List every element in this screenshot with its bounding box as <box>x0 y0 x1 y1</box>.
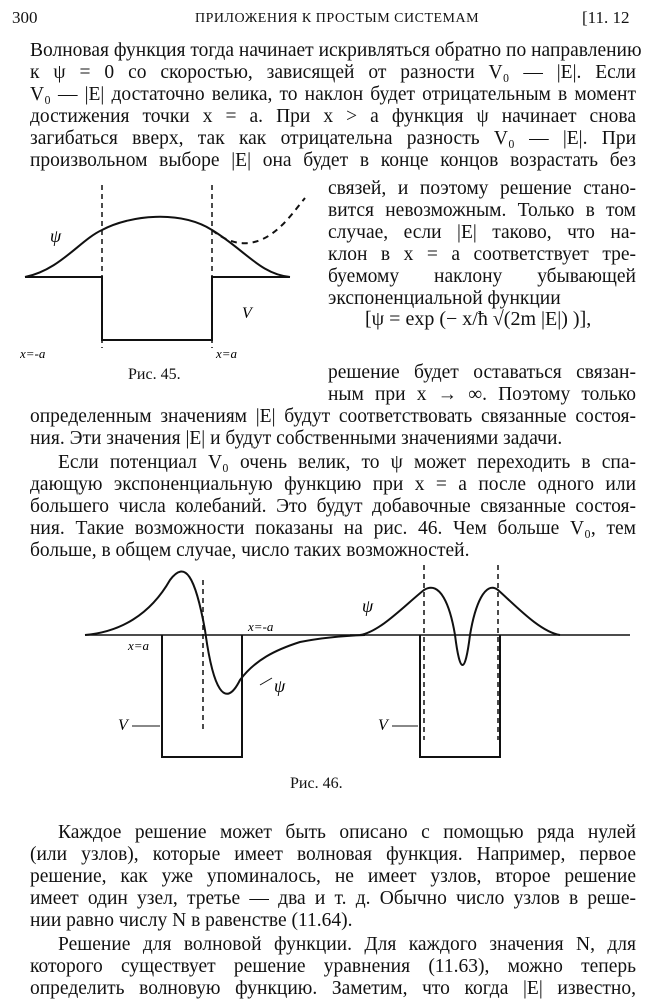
page-number: 300 <box>12 8 38 27</box>
text-line: имеет один узел, третье — два и т. д. Обычно число узлов в реше- <box>30 888 636 909</box>
text-line: Каждое решение может быть описано с помощью ряда нулей <box>58 822 636 843</box>
text-line: определить волновую функцию. Заметим, что когда |E| известно, <box>30 978 636 999</box>
figure-caption: Рис. 45. <box>128 366 181 383</box>
text-line: ния. Эти значения |E| и будут собственными значениями задачи. <box>30 428 563 449</box>
side-text-line: случае, если |E| таково, что на- <box>328 222 636 243</box>
psi-label: ψ <box>50 226 62 246</box>
text-line: которого существует решение уравнения (11.63), можно теперь <box>30 956 636 977</box>
formula: [ψ = exp (− x/ħ √(2m |E|) )], <box>365 308 592 330</box>
v-label: V <box>118 717 128 734</box>
figure-46 <box>80 560 640 775</box>
side-text-line: связей, и поэтому решение стано- <box>328 178 636 199</box>
text-line: ния. Такие возможности показаны на рис. 46. Чем больше V₀, тем <box>30 518 636 539</box>
x-left-label: x=-a <box>20 346 46 360</box>
v-label: V <box>378 717 388 734</box>
text-line: Решение для волновой функции. Для каждого значения N, для <box>58 934 636 955</box>
text-line: произвольном выборе |E| она будет в конце концов возрастать без <box>30 150 636 171</box>
text-line: Если потенциал V₀ очень велик, то ψ может переходить в спа- <box>58 452 636 473</box>
figure-45 <box>20 180 320 360</box>
v-label: V <box>242 305 252 322</box>
side-text-line: буемому наклону убывающей <box>328 266 636 287</box>
psi-label: ψ <box>362 596 374 616</box>
text-line: (или узлов), которые имеет волновая функция. Например, первое <box>30 844 636 865</box>
text-line: загибаться вверх, так как отрицательна разность V₀ — |E|. При <box>30 128 636 149</box>
text-line: определенным значениям |E| будут соответствовать связанные состоя- <box>30 406 636 427</box>
section-number: [11. 12 <box>582 8 630 27</box>
text-line: нии равно числу N в равенстве (11.64). <box>30 910 353 931</box>
text-line: достижения точки x = a. При x > a функция ψ начинает снова <box>30 106 636 127</box>
text-line: Волновая функция тогда начинает искривляться обратно по направлению <box>30 40 642 61</box>
side-text-line: ным при x → ∞. Поэтому только <box>328 384 636 405</box>
x-right-label: x=-a <box>248 619 274 634</box>
figure-caption: Рис. 46. <box>290 775 343 792</box>
running-title: ПРИЛОЖЕНИЯ К ПРОСТЫМ СИСТЕМАМ <box>195 11 480 26</box>
psi-label: ψ <box>274 676 286 696</box>
text-line: к ψ = 0 со скоростью, зависящей от разности V₀ — |E|. Если <box>30 62 636 83</box>
text-line: большего числа колебаний. Это будут добавочные связанные состоя- <box>30 496 636 517</box>
text-line: больше, в общем случае, число таких возможностей. <box>30 540 470 561</box>
x-right-label: x=a <box>216 346 238 360</box>
side-text-line: вится невозможным. Только в том <box>328 200 636 221</box>
text-line: дающую экспоненциальную функцию при x = a после одного или <box>30 474 636 495</box>
text-line: V₀ — |E| достаточно велика, то наклон будет отрицательным в момент <box>30 84 636 105</box>
x-left-label: x=a <box>128 638 150 653</box>
side-text-line: решение будет оставаться связан- <box>328 362 636 383</box>
text-line: решение, как уже упоминалось, не имеет узлов, второе решение <box>30 866 636 887</box>
side-text-line: экспоненциальной функции <box>328 288 561 309</box>
side-text-line: клон в x = a соответствует тре- <box>328 244 636 265</box>
